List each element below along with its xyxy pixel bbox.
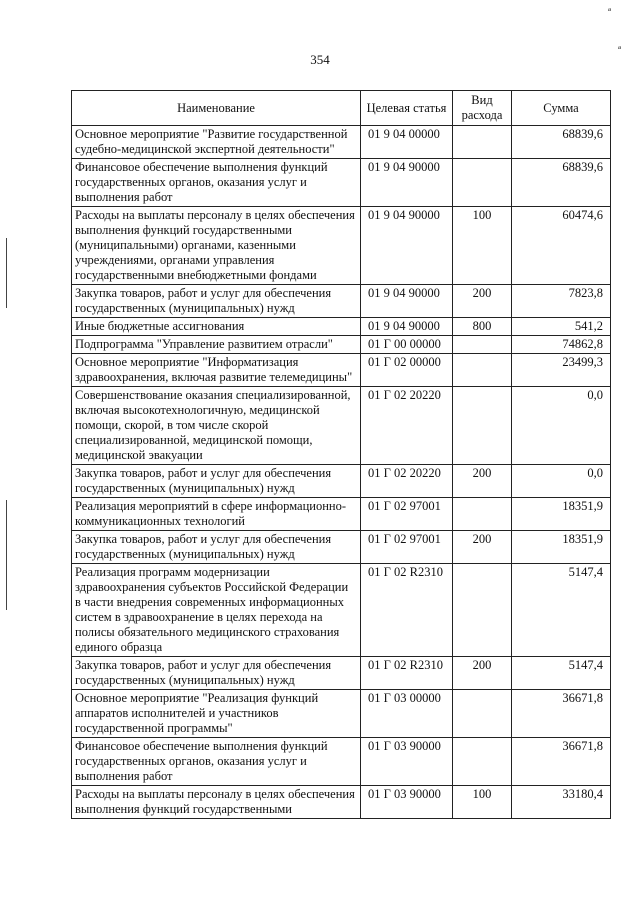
table-row bbox=[72, 564, 611, 657]
cell-name: Реализация программ модернизации здравоохранения субъектов Российской Федерации в части внедрения современных информационных систем в здравоохранение в целях перехода на полисы обязательного медицинского страхования единого образца bbox=[72, 564, 361, 657]
table-row bbox=[72, 690, 611, 738]
cell-sum: 68839,6 bbox=[512, 126, 611, 159]
cell-code: 01 Г 02 R2310 bbox=[361, 657, 453, 690]
cell-name: Иные бюджетные ассигнования bbox=[72, 318, 361, 336]
cell-type: 200 bbox=[453, 657, 512, 690]
cell-sum: 74862,8 bbox=[512, 336, 611, 354]
table-row bbox=[72, 465, 611, 498]
cell-type bbox=[453, 336, 512, 354]
cell-code: 01 Г 02 20220 bbox=[361, 387, 453, 465]
cell-code: 01 Г 03 90000 bbox=[361, 738, 453, 786]
cell-code: 01 Г 02 20220 bbox=[361, 465, 453, 498]
cell-name: Реализация мероприятий в сфере информационно-коммуникационных технологий bbox=[72, 498, 361, 531]
cell-name: Закупка товаров, работ и услуг для обеспечения государственных (муниципальных) нужд bbox=[72, 531, 361, 564]
cell-sum: 541,2 bbox=[512, 318, 611, 336]
table-row bbox=[72, 738, 611, 786]
table-row bbox=[72, 318, 611, 336]
cell-type bbox=[453, 738, 512, 786]
cell-code: 01 Г 02 R2310 bbox=[361, 564, 453, 657]
cell-code: 01 9 04 90000 bbox=[361, 207, 453, 285]
table-row bbox=[72, 531, 611, 564]
cell-type bbox=[453, 159, 512, 207]
scan-edge-line bbox=[6, 500, 7, 610]
cell-type: 100 bbox=[453, 207, 512, 285]
cell-sum: 0,0 bbox=[512, 387, 611, 465]
cell-code: 01 9 04 90000 bbox=[361, 159, 453, 207]
column-header-code: Целевая статья bbox=[361, 91, 453, 126]
cell-type bbox=[453, 354, 512, 387]
cell-name: Основное мероприятие "Реализация функций аппаратов исполнителей и участников государственной программы" bbox=[72, 690, 361, 738]
cell-sum: 18351,9 bbox=[512, 498, 611, 531]
cell-sum: 68839,6 bbox=[512, 159, 611, 207]
table-row bbox=[72, 786, 611, 819]
table-row bbox=[72, 336, 611, 354]
cell-name: Совершенствование оказания специализированной, включая высокотехнологичную, медицинской помощи, скорой, в том числе скорой специализированной, медицинской помощи, медицинской эвакуации bbox=[72, 387, 361, 465]
table-row bbox=[72, 354, 611, 387]
budget-table bbox=[71, 90, 611, 819]
column-header-sum: Сумма bbox=[512, 91, 611, 126]
table-row bbox=[72, 159, 611, 207]
cell-name: Закупка товаров, работ и услуг для обеспечения государственных (муниципальных) нужд bbox=[72, 285, 361, 318]
cell-code: 01 Г 03 00000 bbox=[361, 690, 453, 738]
header-row bbox=[72, 91, 611, 126]
column-header-name: Наименование bbox=[72, 91, 361, 126]
cell-name: Основное мероприятие "Информатизация здравоохранения, включая развитие телемедицины" bbox=[72, 354, 361, 387]
cell-code: 01 Г 03 90000 bbox=[361, 786, 453, 819]
table-row bbox=[72, 126, 611, 159]
cell-type: 200 bbox=[453, 285, 512, 318]
cell-sum: 60474,6 bbox=[512, 207, 611, 285]
cell-name: Финансовое обеспечение выполнения функций государственных органов, оказания услуг и выполнения работ bbox=[72, 159, 361, 207]
cell-type: 200 bbox=[453, 465, 512, 498]
table-row bbox=[72, 285, 611, 318]
cell-type bbox=[453, 498, 512, 531]
cell-type bbox=[453, 126, 512, 159]
cell-name: Подпрограмма "Управление развитием отрасли" bbox=[72, 336, 361, 354]
cell-name: Закупка товаров, работ и услуг для обеспечения государственных (муниципальных) нужд bbox=[72, 657, 361, 690]
scan-edge-line bbox=[6, 238, 7, 308]
cell-sum: 36671,8 bbox=[512, 738, 611, 786]
cell-type bbox=[453, 564, 512, 657]
cell-sum: 18351,9 bbox=[512, 531, 611, 564]
table-row bbox=[72, 498, 611, 531]
table-body bbox=[72, 126, 611, 819]
cell-type bbox=[453, 387, 512, 465]
cell-code: 01 9 04 00000 bbox=[361, 126, 453, 159]
table-header bbox=[72, 91, 611, 126]
cell-code: 01 9 04 90000 bbox=[361, 285, 453, 318]
cell-type bbox=[453, 690, 512, 738]
table-row bbox=[72, 387, 611, 465]
table-row bbox=[72, 207, 611, 285]
cell-sum: 23499,3 bbox=[512, 354, 611, 387]
cell-type: 100 bbox=[453, 786, 512, 819]
cell-sum: 5147,4 bbox=[512, 564, 611, 657]
cell-name: Расходы на выплаты персоналу в целях обеспечения выполнения функций государственными (муниципальными) органами, казенными учреждениями, органами управления государственными внебюджетными фондами bbox=[72, 207, 361, 285]
cell-type: 800 bbox=[453, 318, 512, 336]
cell-code: 01 Г 00 00000 bbox=[361, 336, 453, 354]
cell-code: 01 Г 02 97001 bbox=[361, 498, 453, 531]
cell-type: 200 bbox=[453, 531, 512, 564]
cell-name: Расходы на выплаты персоналу в целях обеспечения выполнения функций государственными bbox=[72, 786, 361, 819]
cell-sum: 36671,8 bbox=[512, 690, 611, 738]
scan-mark: ª bbox=[608, 6, 612, 18]
page-number: 354 bbox=[310, 52, 330, 67]
cell-code: 01 Г 02 00000 bbox=[361, 354, 453, 387]
cell-name: Основное мероприятие "Развитие государственной судебно-медицинской экспертной деятельности" bbox=[72, 126, 361, 159]
cell-name: Финансовое обеспечение выполнения функций государственных органов, оказания услуг и выполнения работ bbox=[72, 738, 361, 786]
cell-name: Закупка товаров, работ и услуг для обеспечения государственных (муниципальных) нужд bbox=[72, 465, 361, 498]
cell-code: 01 9 04 90000 bbox=[361, 318, 453, 336]
cell-code: 01 Г 02 97001 bbox=[361, 531, 453, 564]
cell-sum: 33180,4 bbox=[512, 786, 611, 819]
column-header-type: Вид расхода bbox=[453, 91, 512, 126]
cell-sum: 5147,4 bbox=[512, 657, 611, 690]
scan-mark: ª bbox=[618, 44, 622, 56]
cell-sum: 0,0 bbox=[512, 465, 611, 498]
cell-sum: 7823,8 bbox=[512, 285, 611, 318]
table-row bbox=[72, 657, 611, 690]
